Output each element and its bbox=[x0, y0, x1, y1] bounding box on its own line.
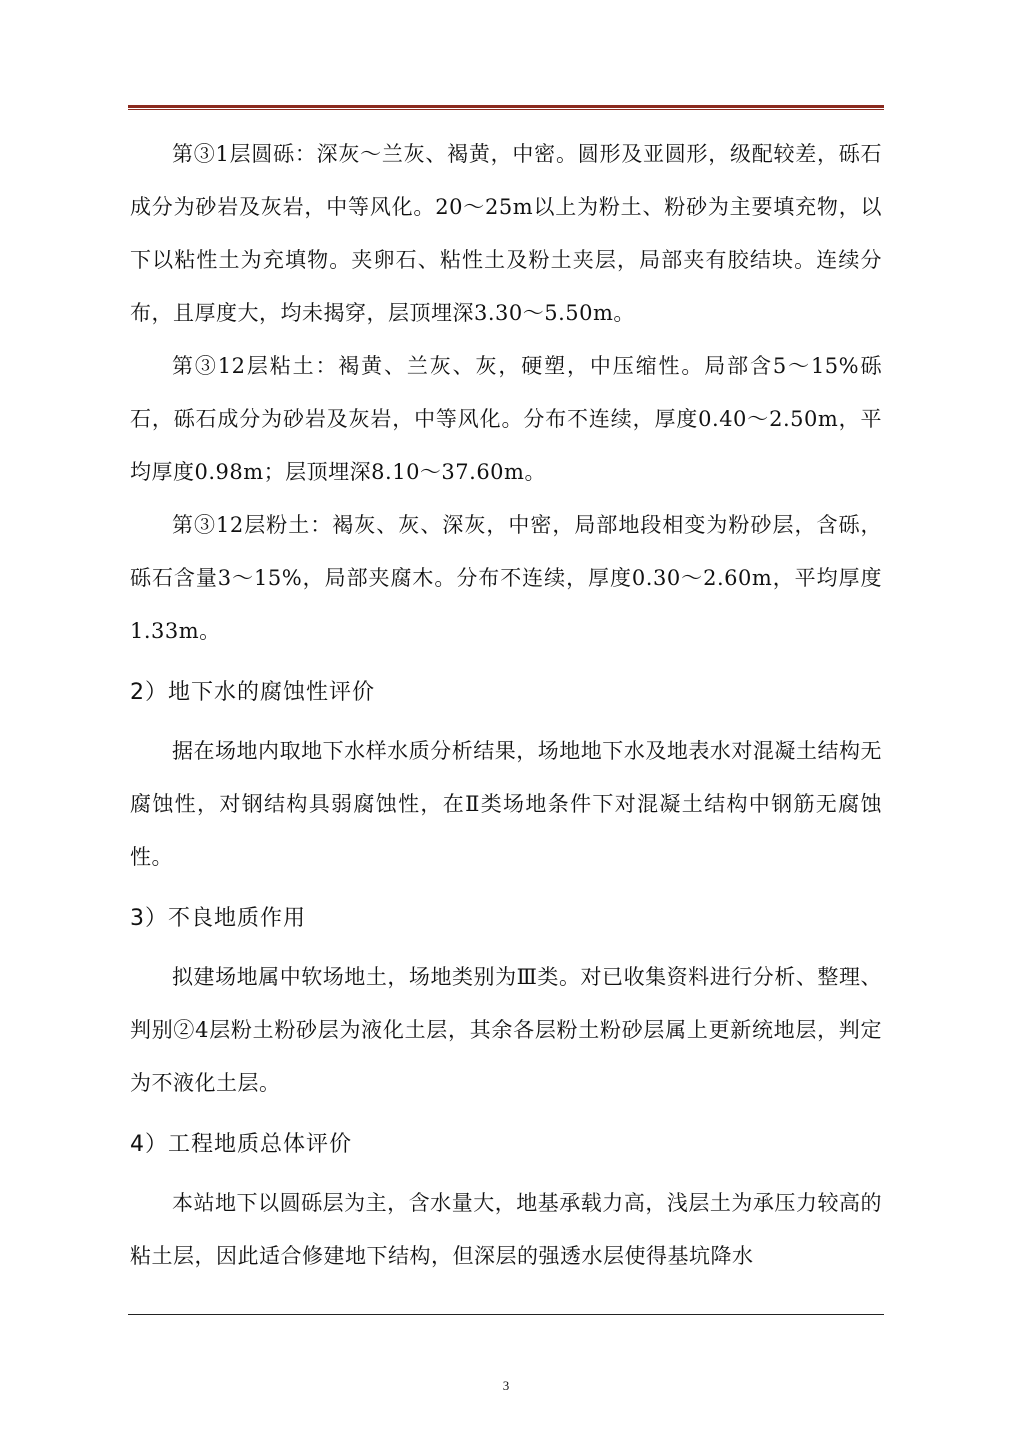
paragraph-clay-layer: 第③12层粘土：褐黄、兰灰、灰，硬塑，中压缩性。局部含5～15%砾石，砾石成分为砂岩及灰岩，中等风化。分布不连续，厚度0.40～2.50m，平均厚度0.98m；层顶埋深8.10～37.60m。 bbox=[130, 354, 882, 484]
footer-rule bbox=[128, 1314, 884, 1315]
paragraph-adverse-geology: 拟建场地属中软场地土，场地类别为Ⅲ类。对已收集资料进行分析、整理、判别②4层粉土粉砂层为液化土层，其余各层粉土粉砂层属上更新统地层，判定为不液化土层。 bbox=[130, 965, 882, 1095]
page-number: 3 bbox=[502, 1378, 510, 1393]
document-body bbox=[130, 128, 882, 1283]
section-heading-adverse-geology: 3）不良地质作用 bbox=[130, 906, 306, 931]
paragraph-groundwater: 据在场地内取地下水样水质分析结果，场地地下水及地表水对混凝土结构无腐蚀性，对钢结构具弱腐蚀性，在Ⅱ类场地条件下对混凝土结构中钢筋无腐蚀性。 bbox=[130, 739, 882, 869]
paragraph-gravel-layer: 第③1层圆砾：深灰～兰灰、褐黄，中密。圆形及亚圆形，级配较差，砾石成分为砂岩及灰岩，中等风化。20～25m以上为粉土、粉砂为主要填充物，以下以粘性土为充填物。夹卵石、粘性土及粉土夹层，局部夹有胶结块。连续分布，且厚度大，均未揭穿，层顶埋深3.30～5.50m。 bbox=[130, 142, 882, 325]
header-rule bbox=[128, 105, 884, 110]
section-heading-overall-evaluation: 4）工程地质总体评价 bbox=[130, 1132, 352, 1157]
paragraph-overall-evaluation: 本站地下以圆砾层为主，含水量大，地基承载力高，浅层土为承压力较高的粘土层，因此适合修建地下结构，但深层的强透水层使得基坑降水 bbox=[130, 1191, 882, 1268]
paragraph-silt-layer: 第③12层粉土：褐灰、灰、深灰，中密，局部地段相变为粉砂层，含砾，砾石含量3～15%，局部夹腐木。分布不连续，厚度0.30～2.60m，平均厚度1.33m。 bbox=[130, 513, 882, 643]
section-heading-groundwater: 2）地下水的腐蚀性评价 bbox=[130, 680, 375, 705]
